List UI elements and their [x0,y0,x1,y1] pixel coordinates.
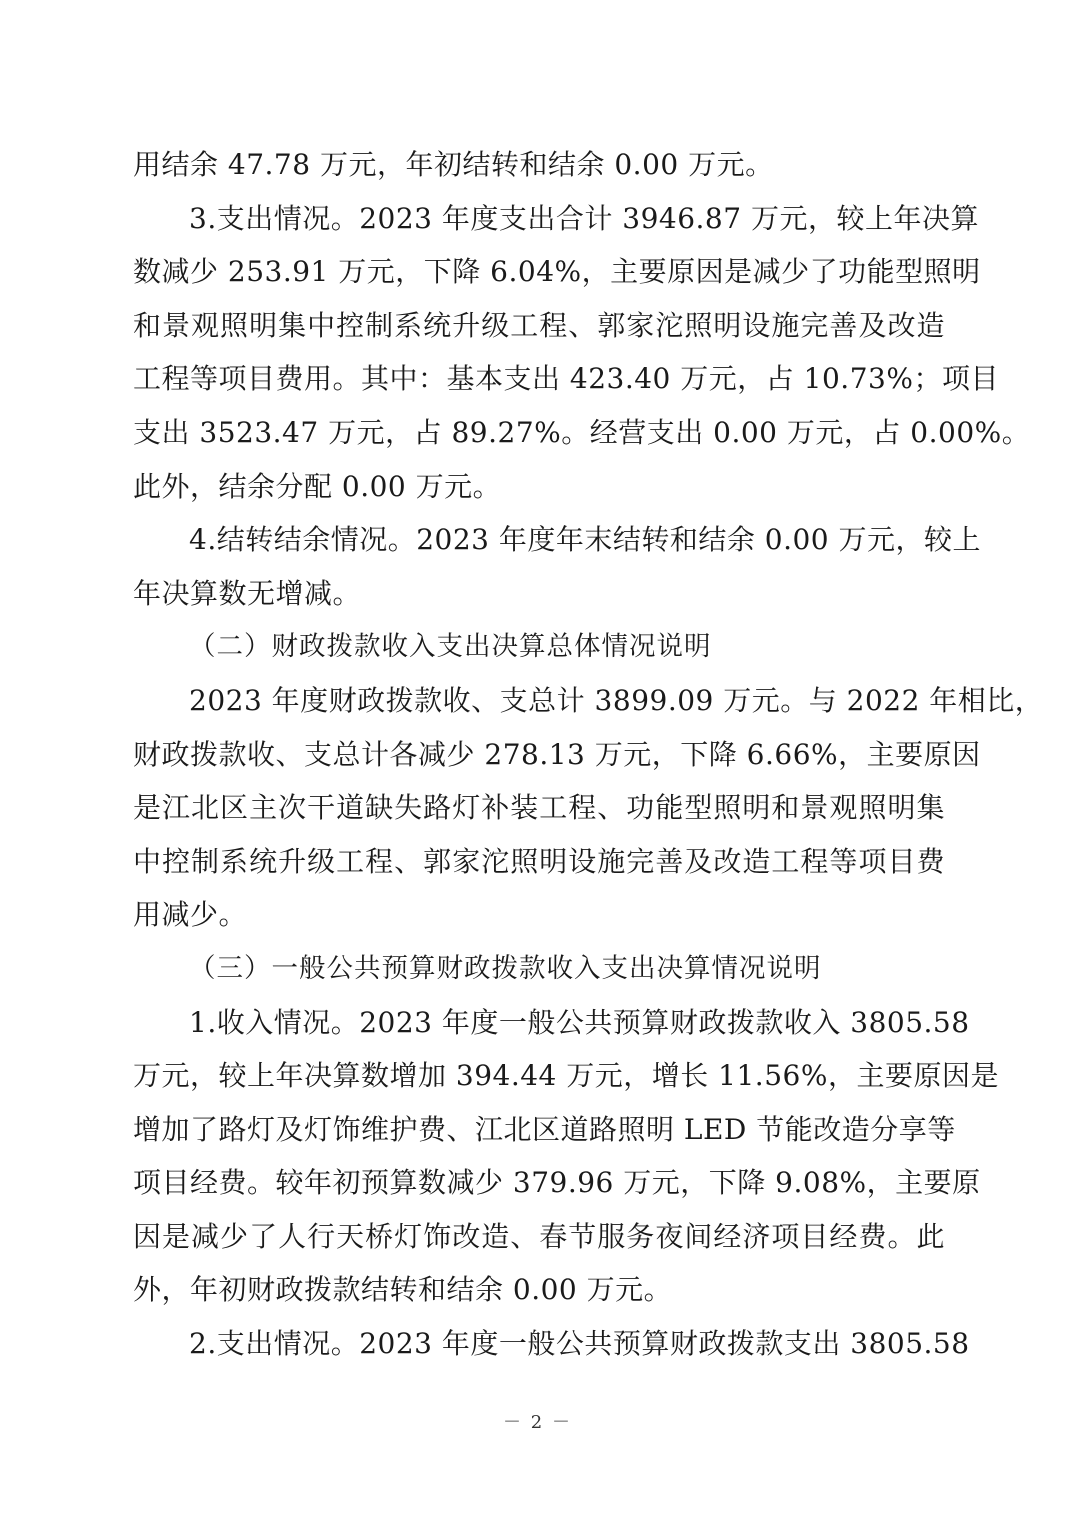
text-line: 工程等项目费用。其中：基本支出 423.40 万元，占 10.73%；项目 [133,362,999,396]
text-line: 万元，较上年决算数增加 394.44 万元，增长 11.56%，主要原因是 [133,1059,999,1093]
text-line: 中控制系统升级工程、郭家沱照明设施完善及改造工程等项目费 [133,844,945,878]
text-line: 4.结转结余情况。2023 年度年末结转和结余 0.00 万元，较上 [189,523,982,557]
text-line: 项目经费。较年初预算数减少 379.96 万元，下降 9.08%，主要原 [133,1166,981,1200]
section-heading: （三）一般公共预算财政拨款收入支出决算情况说明 [189,952,822,984]
document-body [133,138,1044,1371]
text-line: 增加了路灯及灯饰维护费、江北区道路照明 LED 节能改造分享等 [133,1112,956,1146]
text-line: 用减少。 [133,898,248,932]
text-line: 因是减少了人行天桥灯饰改造、春节服务夜间经济项目经费。此 [133,1219,945,1253]
section-heading: （二）财政拨款收入支出决算总体情况说明 [189,631,712,663]
page-number: － 2 － [503,1412,572,1433]
text-line: 1.收入情况。2023 年度一般公共预算财政拨款收入 3805.58 [189,1005,970,1039]
text-line: 财政拨款收、支总计各减少 278.13 万元，下降 6.66%，主要原因 [133,737,981,771]
text-line: 2023 年度财政拨款收、支总计 3899.09 万元。与 2022 年相比， [189,683,1044,717]
text-line: 是江北区主次干道缺失路灯补装工程、功能型照明和景观照明集 [133,791,945,825]
text-line: 外，年初财政拨款结转和结余 0.00 万元。 [133,1273,673,1307]
text-line: 和景观照明集中控制系统升级工程、郭家沱照明设施完善及改造 [133,308,945,342]
text-line: 年决算数无增减。 [133,576,362,610]
text-line: 此外，结余分配 0.00 万元。 [133,469,502,503]
text-line: 支出 3523.47 万元，占 89.27%。经营支出 0.00 万元，占 0.00%。 [133,415,1031,449]
text-line: 2.支出情况。2023 年度一般公共预算财政拨款支出 3805.58 [189,1327,970,1361]
text-line: 数减少 253.91 万元，下降 6.04%，主要原因是减少了功能型照明 [133,255,981,289]
text-line: 3.支出情况。2023 年度支出合计 3946.87 万元，较上年决算 [189,201,979,235]
text-line: 用结余 47.78 万元，年初结转和结余 0.00 万元。 [133,148,774,181]
